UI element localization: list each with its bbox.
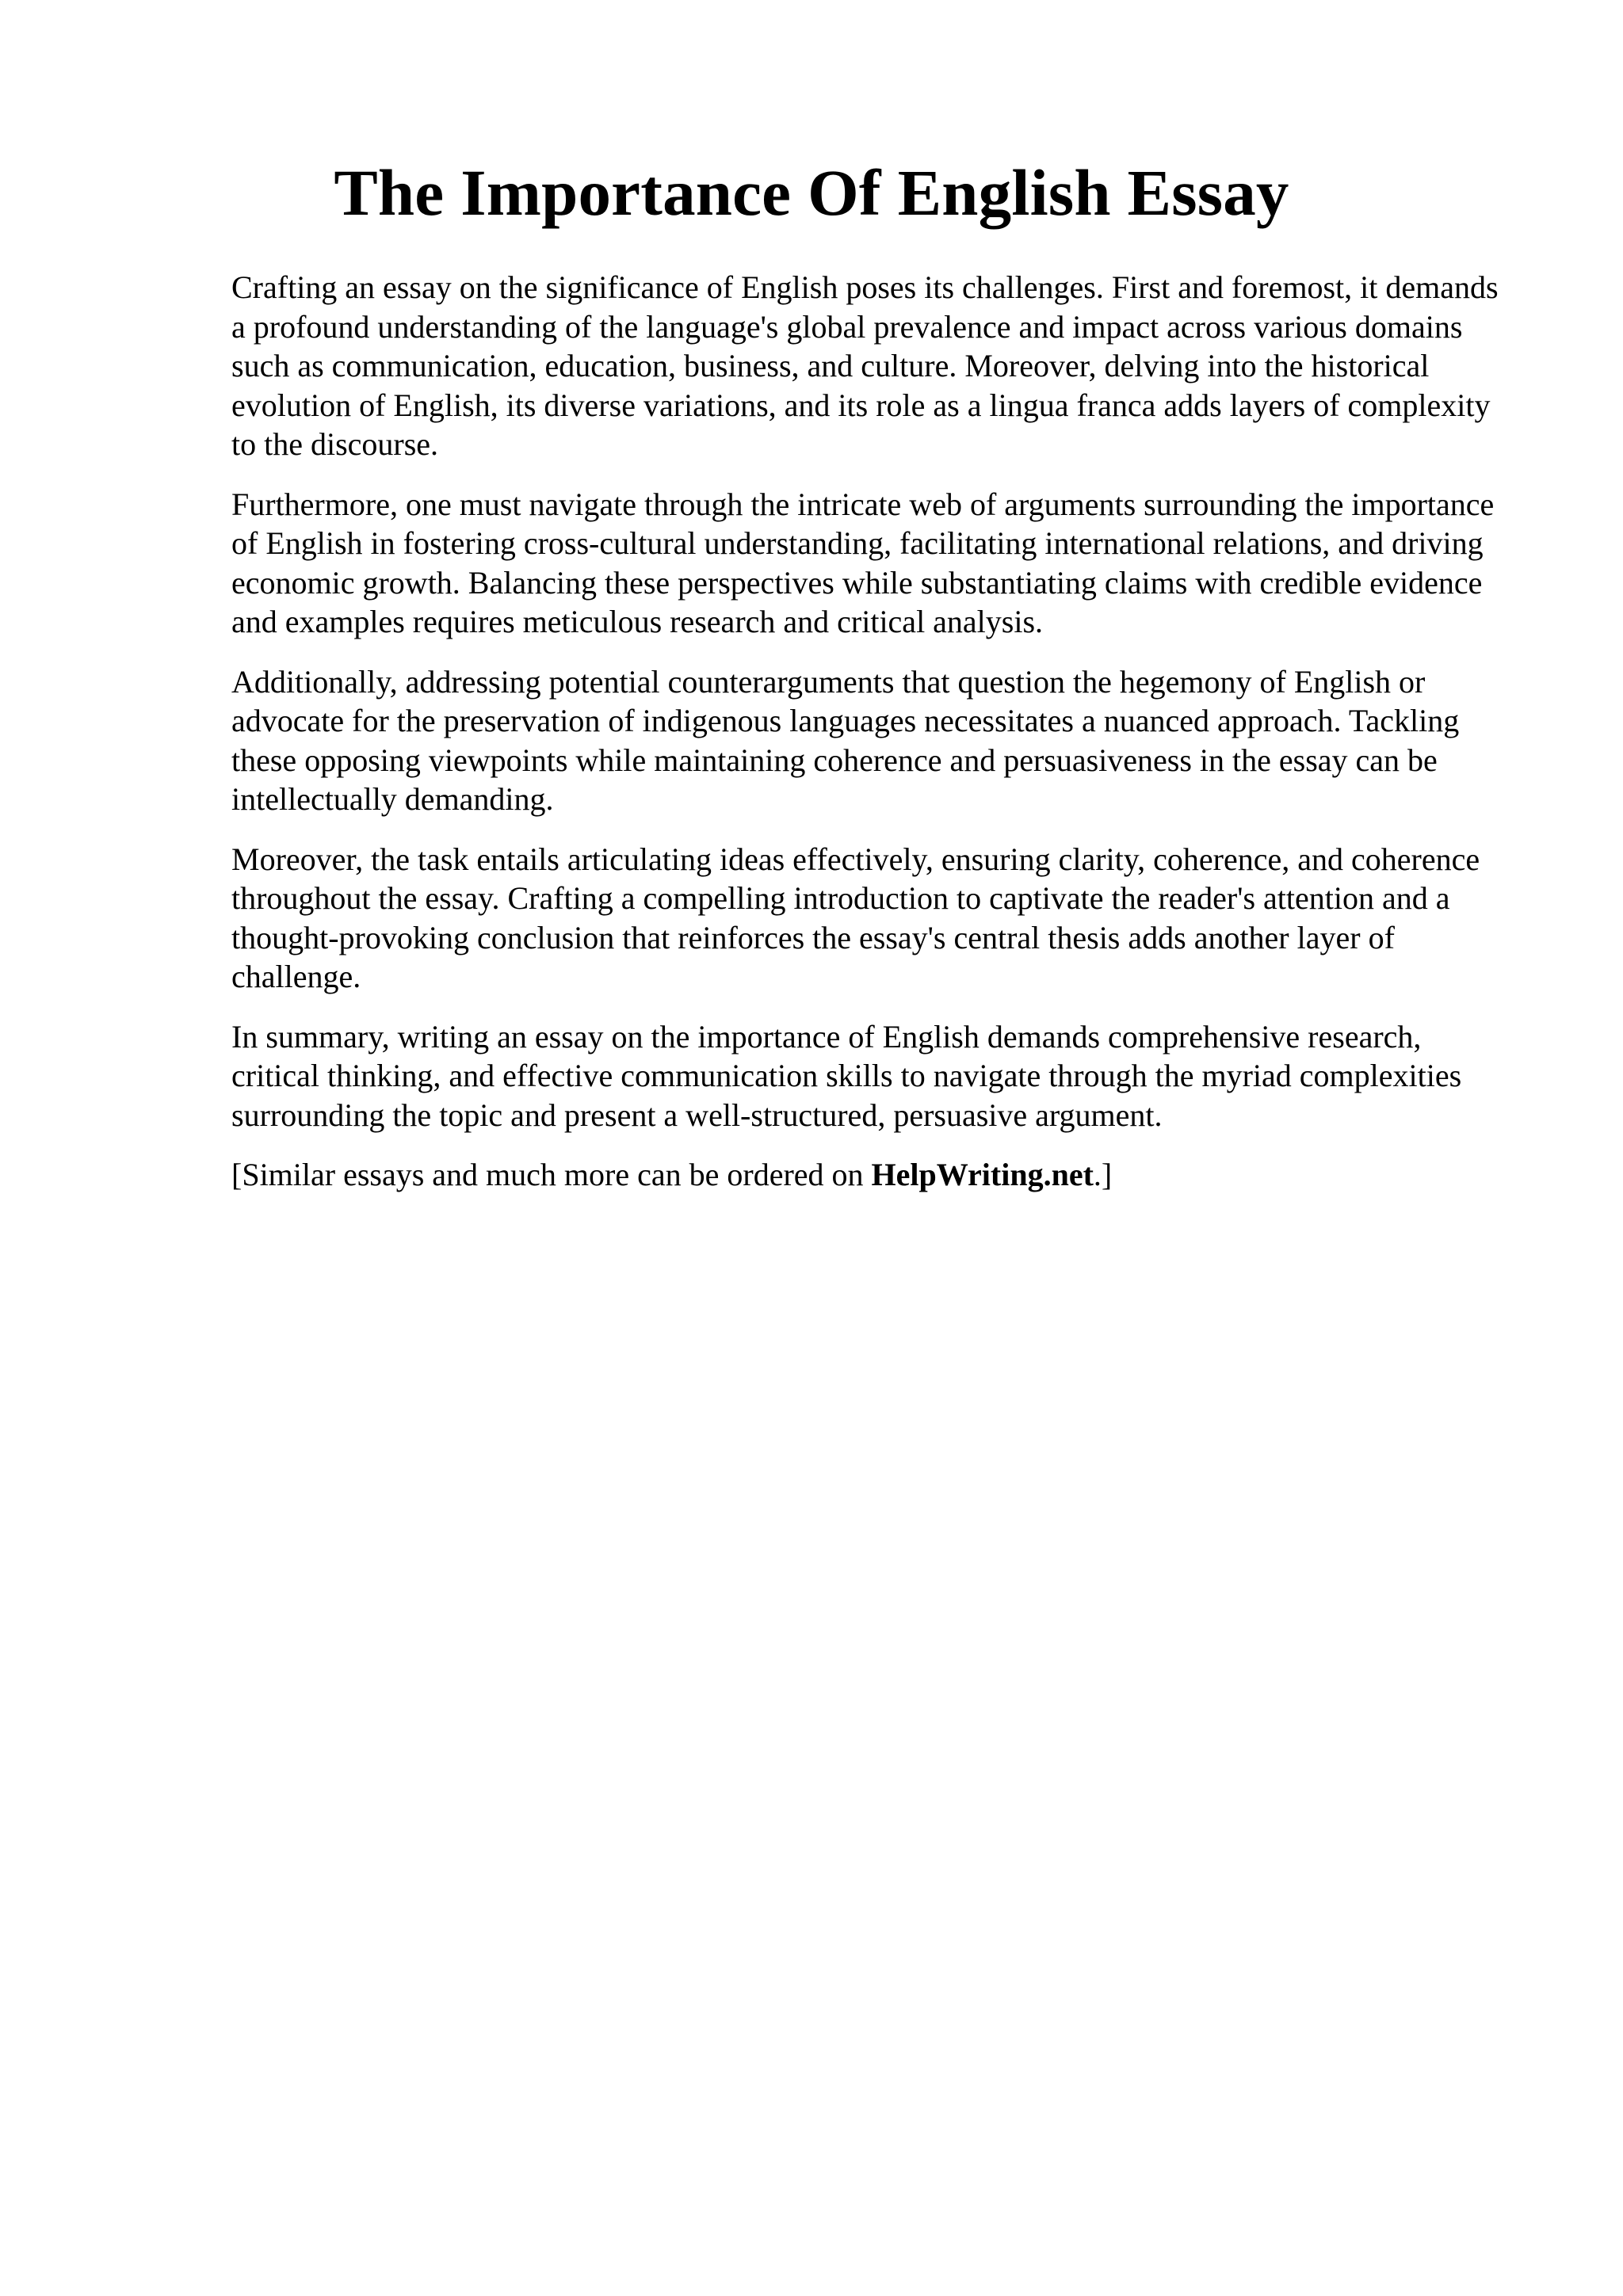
helpwriting-link[interactable]: HelpWriting.net (871, 1157, 1094, 1192)
footer-note-prefix: [Similar essays and much more can be ordered on (231, 1157, 872, 1192)
document-title: The Importance Of English Essay (334, 156, 1289, 229)
document-body (231, 268, 1515, 1195)
paragraph-5: In summary, writing an essay on the importance of English demands comprehensive research, critical thinking, and effective communication skills to navigate through the myriad complexities surrounding the topic and present a well-structured, persuasive argument. (231, 1018, 1462, 1133)
footer-note (231, 1155, 1515, 1195)
paragraph-3: Additionally, addressing potential counterarguments that question the hegemony of English or advocate for the preservation of indigenous languages necessitates a nuanced approach. Tackling these opposing viewpoints while maintaining coherence and persuasiveness in the essay can be intellectually demanding. (231, 663, 1460, 817)
paragraph-2: Furthermore, one must navigate through the intricate web of arguments surrounding the importance of English in fostering cross-cultural understanding, facilitating international relations, and driving economic growth. Balancing these perspectives while substantiating claims with credible evidence and examples requires meticulous research and critical analysis. (231, 486, 1495, 639)
paragraph-4: Moreover, the task entails articulating ideas effectively, ensuring clarity, coherence, and coherence throughout the essay. Crafting a compelling introduction to captivate the reader's attention and a thought-provoking conclusion that reinforces the essay's central thesis adds another layer of challenge. (231, 841, 1480, 994)
footer-note-suffix: .] (1093, 1157, 1113, 1192)
paragraph-1: Crafting an essay on the significance of English poses its challenges. First and foremost, it demands a profound understanding of the language's global prevalence and impact across various domains such as communication, education, business, and culture. Moreover, delving into the historical evolution of English, its diverse variations, and its role as a lingua franca adds layers of complexity to the discourse. (231, 269, 1499, 462)
